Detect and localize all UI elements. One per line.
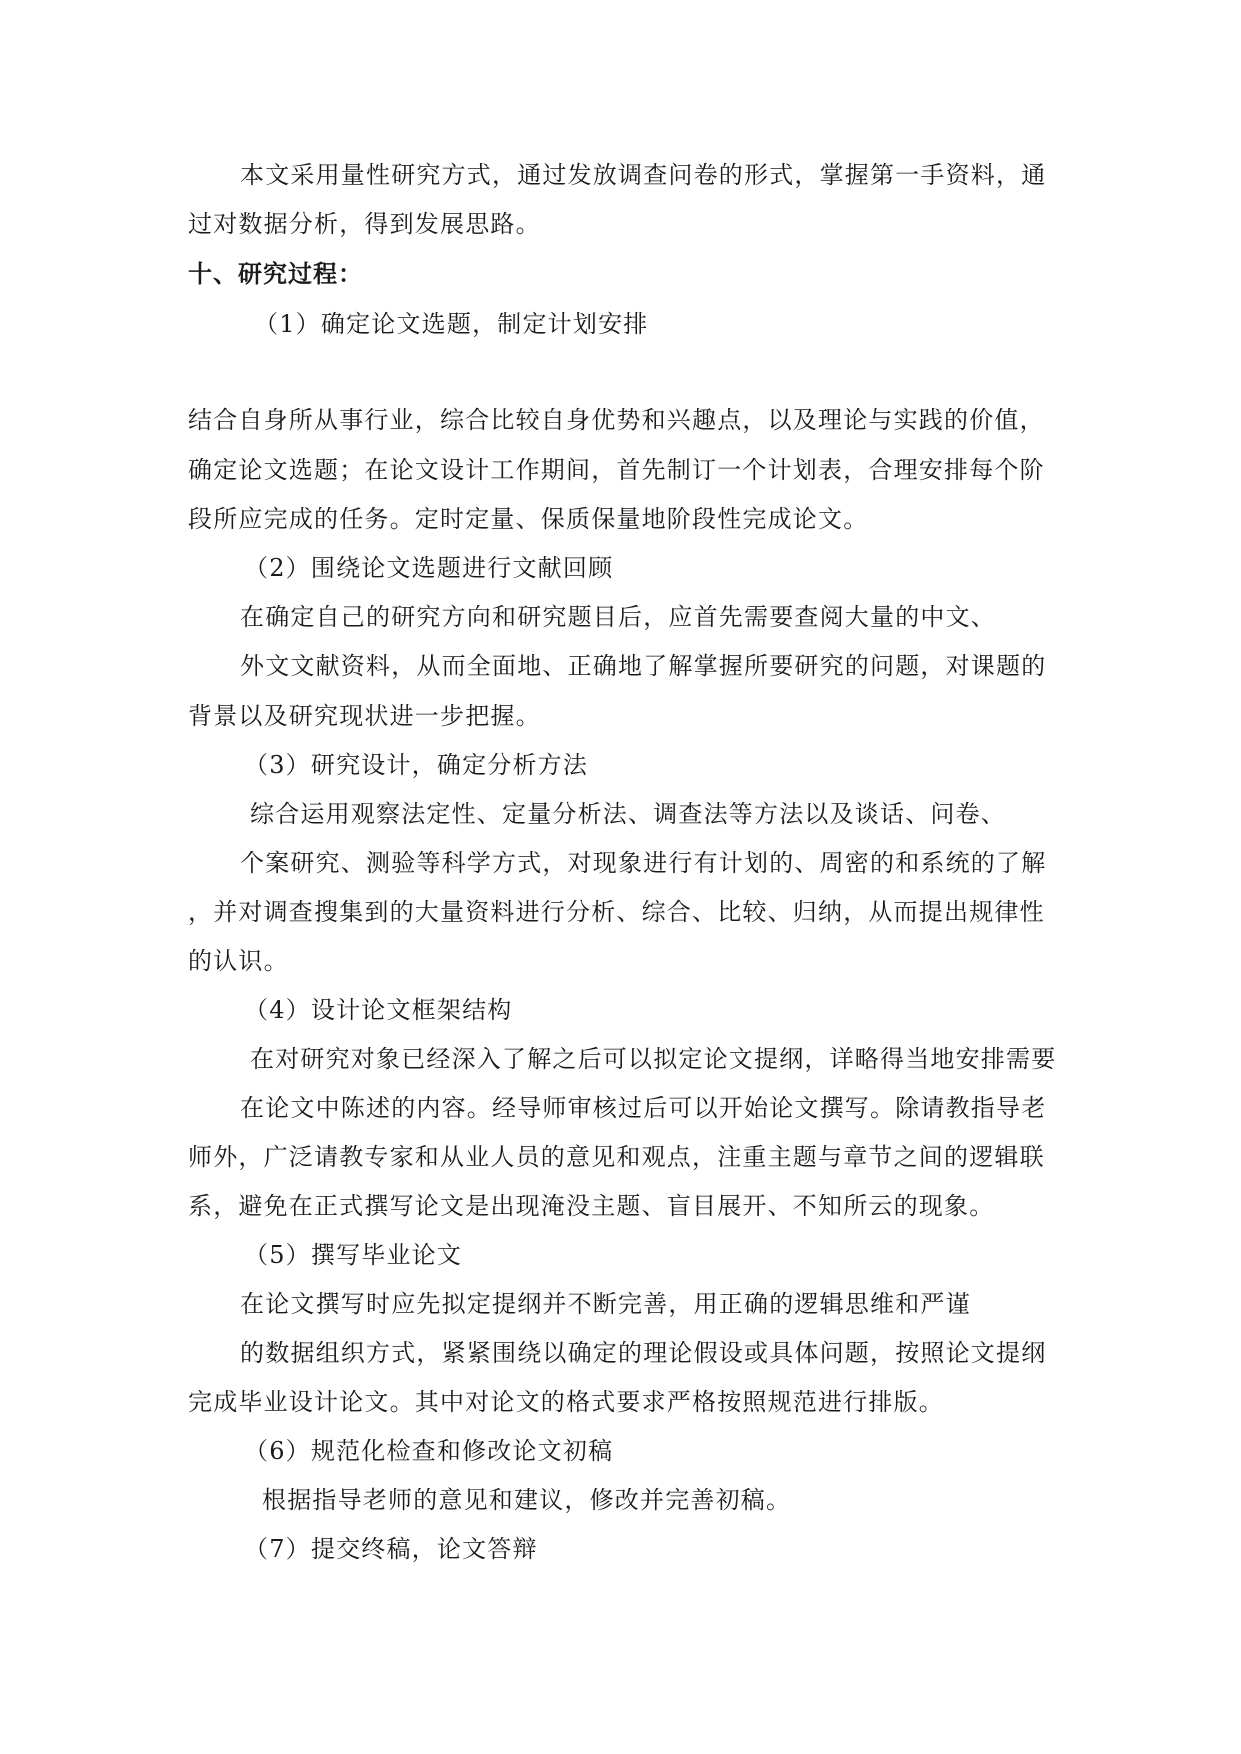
step-5-text-line-1: 在论文撰写时应先拟定提纲并不断完善，用正确的逻辑思维和严谨	[240, 1290, 971, 1318]
step-7-title: （7）提交终稿，论文答辩	[244, 1535, 538, 1563]
step-5-text-line-2: 的数据组织方式，紧紧围绕以确定的理论假设或具体问题，按照论文提纲	[240, 1339, 1047, 1367]
step-3-text-line-2: 个案研究、测验等科学方式，对现象进行有计划的、周密的和系统的了解	[240, 849, 1047, 877]
step-2-title: （2）围绕论文选题进行文献回顾	[244, 554, 614, 582]
step-6-title: （6）规范化检查和修改论文初稿	[244, 1437, 614, 1465]
section-heading-research-process: 十、研究过程：	[188, 260, 363, 288]
paragraph-method-line-2: 过对数据分析，得到发展思路。	[188, 210, 541, 238]
step-2-text-line-3: 背景以及研究现状进一步把握。	[188, 702, 541, 730]
step-4-text-line-2: 在论文中陈述的内容。经导师审核过后可以开始论文撰写。除请教指导老	[240, 1094, 1047, 1122]
step-3-text-line-1: 综合运用观察法定性、定量分析法、调查法等方法以及谈话、问卷、	[250, 800, 1006, 828]
step-1-title: （1）确定论文选题，制定计划安排	[254, 310, 649, 338]
step-4-title: （4）设计论文框架结构	[244, 996, 513, 1024]
step-1-text-line-1: 结合自身所从事行业，综合比较自身优势和兴趣点，以及理论与实践的价值，	[188, 406, 1045, 434]
step-5-title: （5）撰写毕业论文	[244, 1241, 463, 1269]
step-3-text-line-4: 的认识。	[188, 947, 289, 975]
paragraph-method-line-1: 本文采用量性研究方式，通过发放调查问卷的形式，掌握第一手资料，通	[240, 161, 1047, 189]
step-4-text-line-1: 在对研究对象已经深入了解之后可以拟定论文提纲，详略得当地安排需要	[250, 1045, 1057, 1073]
step-3-title: （3）研究设计，确定分析方法	[244, 751, 589, 779]
step-6-text-line-1: 根据指导老师的意见和建议，修改并完善初稿。	[262, 1486, 792, 1514]
step-1-text-line-2: 确定论文选题；在论文设计工作期间，首先制订一个计划表，合理安排每个阶	[188, 456, 1045, 484]
step-3-text-line-3: ，并对调查搜集到的大量资料进行分析、综合、比较、归纳，从而提出规律性	[188, 898, 1045, 926]
step-4-text-line-3: 师外，广泛请教专家和从业人员的意见和观点，注重主题与章节之间的逻辑联	[188, 1143, 1045, 1171]
step-5-text-line-3: 完成毕业设计论文。其中对论文的格式要求严格按照规范进行排版。	[188, 1388, 944, 1416]
step-1-text-line-3: 段所应完成的任务。定时定量、保质保量地阶段性完成论文。	[188, 505, 869, 533]
step-2-text-line-1: 在确定自己的研究方向和研究题目后，应首先需要查阅大量的中文、	[240, 603, 996, 631]
step-2-text-line-2: 外文文献资料，从而全面地、正确地了解掌握所要研究的问题，对课题的	[240, 652, 1047, 680]
step-4-text-line-4: 系，避免在正式撰写论文是出现淹没主题、盲目展开、不知所云的现象。	[188, 1192, 995, 1220]
